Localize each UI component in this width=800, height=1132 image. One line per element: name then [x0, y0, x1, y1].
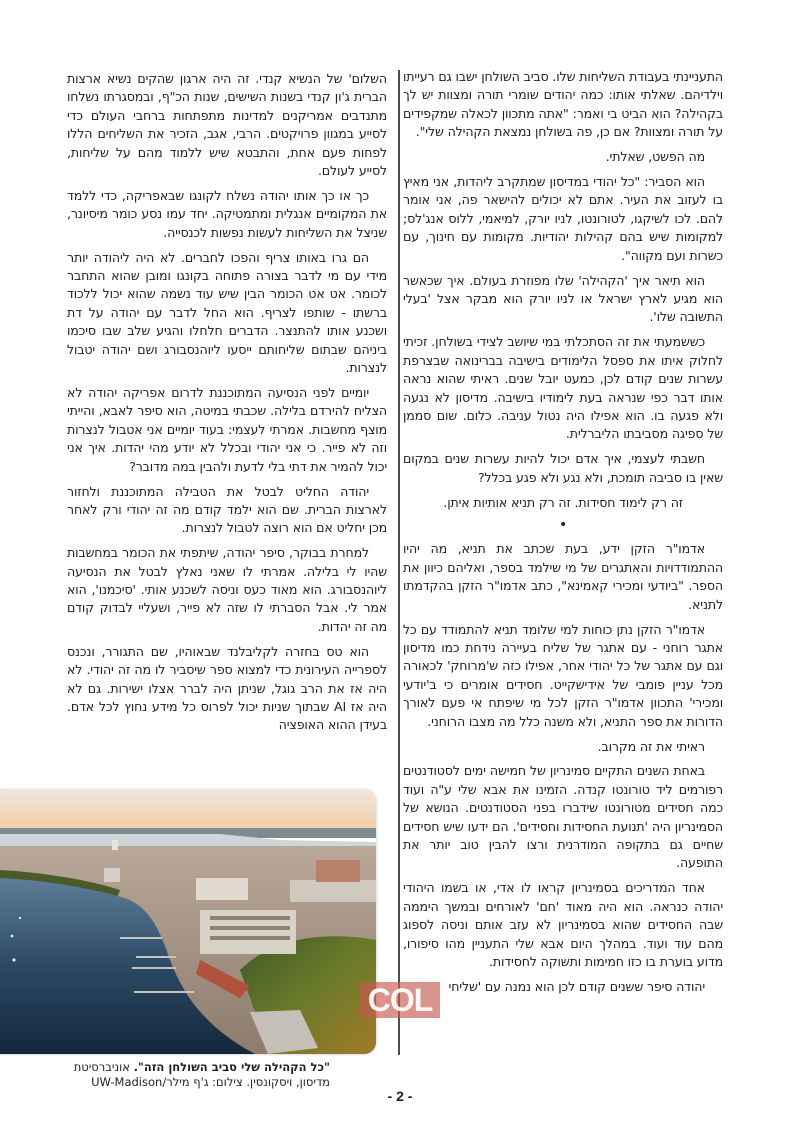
paragraph: באחת השנים התקיים סמינריון של חמישה ימים לסטודנטים רפורמים ליד טורונטו קנדה. הזמינו את אבא שלי ע"ה ועוד כמה חסידים מטורונטו שידברו בפני הסטודנטים. הנושא של הסמינריון היה 'תנועת החסידות וחסידים'. הם ידעו שיש חסידים שחיים גם בתקופה המודרנית ורצו להבין טוב יותר את התופעה.: [403, 763, 723, 871]
paragraph: הוא תיאר איך 'הקהילה' שלו מפוזרת בעולם. איך שכאשר הוא מגיע לארץ ישראל או לניו יורק הוא מבקר אצל 'בעלי התשובה שלו'.: [403, 272, 723, 325]
pier: [120, 937, 162, 939]
column-divider: [398, 70, 400, 1055]
caption-quote: "כל הקהילה שלי סביב השולחן הזה".: [133, 1060, 330, 1074]
building: [104, 868, 120, 882]
pier: [134, 991, 194, 993]
sailboat: [11, 935, 14, 938]
paragraph: מה הפשט, שאלתי.: [605, 149, 705, 165]
building: [290, 880, 376, 902]
paragraph: התעניינתי בעבודת השליחות שלו. סביב השולחן ישבו גם רעייתו וילדיהם. שאלתי אותו: כמה יהודים שומרי תורה ומצוות יש לך בקהילה? הוא הביט בי ואמר: "אתה מתכוון לכאלה שמקפידים על תורה ומצוות? אם כן, פה בשולחן נמצאת הקהילה שלי".: [403, 69, 723, 140]
paragraph: הוא הסביר: "כל יהודי במדיסון שמתקרב ליהדות, אני מאיץ בו לעזוב את העיר. אתם לא יכולים להישאר פה, אני אומר להם. לכו לשיקגו, לטורונטו, לניו יורק, למיאמי, ללוס אנג'לס; למקומות שיש בהם קהילות יהודיות. מקומות עם חינוך, עם כשרות ועם מקווה".: [403, 174, 723, 263]
building: [316, 860, 360, 882]
pier: [132, 967, 176, 969]
col-watermark-logo: COL: [360, 982, 440, 1018]
aerial-photo-illustration: [0, 790, 376, 1054]
paragraph: ראיתי את זה מקרוב.: [597, 738, 705, 754]
paragraph: כששמעתי את זה הסתכלתי במי שיושב לצידי בשולחן. זכיתי לחלוק איתו את ספסל הלימודים בישיבה בברינואה שבצרפת עשרות שנים קודם לכן, כמעט יובל שנים. ראיתי שהוא נראה אותו דבר כפי שנראה בעת לימודיו בישיבה. מדיסון לא נגעה ולא פגעה בו. הוא אפילו היה נטול עניבה. כלום. שום סממן של ספיגה מסביבתו הליברלית.: [403, 334, 723, 442]
paragraph: השלום' של הנשיא קנדי. זה היה ארגון שהקים נשיא ארצות הברית ג'ון קנדי בשנות השישים, שנות הכ"ף, ובמסגרתו נשלחו מתנדבים אמריקנים למדינות מתפתחות ברחבי העולם כדי לסייע במגוון פרויקטים. הרבי, אגב, הזכיר את השליחים הללו לפחות פעם אחת, והתבטא שיש ללמוד מהם על שליחות, לסייע לעולם.: [67, 71, 387, 179]
paragraph: יהודה החליט לבטל את הטבילה המתוכננת ולחזור לארצות הברית. שם הוא ילמד קודם מה זה יהודי ורק לאחר מכן יחליט אם הוא רוצה לטבול לנצרות.: [67, 483, 387, 536]
caption-credit: אוניברסיטת מדיסון, ויסקונסין. צילום: ג'ף מילר/UW-Madison: [73, 1060, 330, 1089]
paragraph: זה רק לימוד חסידות. זה רק תניא אותיות איתן.: [443, 494, 683, 510]
paragraph: הוא טס בחזרה לקליבלנד שבאוהיו, שם התגורר, ונכנס לספרייה העירונית כדי למצוא ספר שיסביר לו מה זה יהודי. לא היה אז את הרב גוגל, שניתן היה לברר אצלו ישירות. גם לא היה אז AI שבתוך שניות יכול לפרוס כל מידע נחוץ לכל אדם. בעידן ההוא האופציה: [67, 643, 387, 733]
article-column-left: [67, 70, 387, 741]
sailboat: [19, 917, 21, 919]
paragraph: חשבתי לעצמי, איך אדם יכול להיות עשרות שנים במקום שאין בו סביבה תומכת, ולא נגע ולא פגע בכלל?: [403, 451, 723, 485]
paragraph: יומיים לפני הנסיעה המתוכננת לדרום אפריקה יהודה לא הצליח להירדם בלילה. שכבתי במיטה, הוא סיפר לאבא, והייתי מוצף מחשבות. אמרתי לעצמי: בעוד יומיים אני אטבול לנצרות וזה לא פייר. כי אני יהודי ובכלל לא יודע מהי יהדות. איך אני יכול להמיר את דתי בלי לדעת ולהבין במה מדובר?: [67, 385, 387, 474]
building: [196, 878, 248, 900]
paragraph: אחד המדריכים בסמינריון קראו לו אדי, או בשמו היהודי יהודה כנראה. הוא היה מאוד 'חם' לאורחים ובמשך היממה שבה החסידים שהוא בסמינריון לא עזב אותם וניסה לספוג מהם עוד ועוד. במהלך היום אבא שלי התעניין מהו סיפורו, מדוע בוערת בו כזו חמימות ותשוקה לחסידות.: [403, 880, 723, 969]
article-column-right: [403, 68, 723, 1003]
article-photo: [0, 790, 376, 1054]
sailboat: [12, 958, 15, 961]
paragraph: למחרת בבוקר, סיפר יהודה, שיתפתי את הכומר במחשבות שהיו לי בלילה. אמרתי לו שאני נאלץ לבטל את הנסיעה ליוהנסבורג. הוא מאוד כעס וניסה לשכנע אותי. 'סיכמנו', הוא אמר לי. אבל הסברתי לו שזה לא פייר, ושעליי לבדוק קודם מה זה יהדות.: [67, 545, 387, 634]
photo-caption: [70, 1060, 330, 1090]
pier: [136, 956, 176, 958]
capitol-dome: [112, 840, 118, 850]
section-separator: •: [558, 517, 568, 534]
page-number: - 2 -: [387, 1088, 413, 1104]
paragraph: אדמו"ר הזקן נתן כוחות למי שלומד תניא להתמודד עם כל אתגר רוחני - עם אתגר של שליח בעיירה נידחת כמו מדיסון וגם עם אתגר של כל יהודי אחר, אפילו כזה ש'מרוחק' לכאורה מכל עניין פומבי של אידישקייט. חסידים אומרים כי ב'יודעי ומכירי' התכוון אדמו"ר הזקן לכל מי שיפתח אי פעם לאורך הדורות את ספר התניא, ולא משנה כלל מה מצבו הרוחני.: [403, 621, 723, 729]
paragraph: כך או כך אותו יהודה נשלח לקונגו שבאפריקה, כדי ללמד את המקומיים אנגלית ומתמטיקה. יחד עמו נסע כומר מיסיונר, שניצל את השליחות לעשות נפשות לכנסייה.: [67, 187, 387, 240]
paragraph: יהודה סיפר ששנים קודם לכן הוא נמנה עם 'שליחי: [448, 978, 705, 994]
paragraph: הם גרו באותו צריף והפכו לחברים. לא היה ליהודה יותר מידי עם מי לדבר בצורה פתוחה בקונגו ומובן שהוא התחבר לכומר. אט אט הכומר הבין שיש עוד נשמה שהוא יכול ללכוד ברשתו - שותפו לצריף. הוא החל לדבר עם יהודה על דת ושכנע אותו להתנצר. הדברים חלחלו והגיע שלב שבו סיכמו ביניהם שבתום שליחותם ייסעו ליוהנסבורג ושם יהודה יטבול לנצרות.: [67, 249, 387, 376]
paragraph: אדמו"ר הזקן ידע, בעת שכתב את תניא, מה יהיו ההתמודדויות והאתגרים של מי שילמד בספר, ואליהם כיוון את הספר. "ביודעי ומכירי קאמינא", כתב אדמו"ר הזקן בהקדמתו לתניא.: [403, 541, 723, 612]
